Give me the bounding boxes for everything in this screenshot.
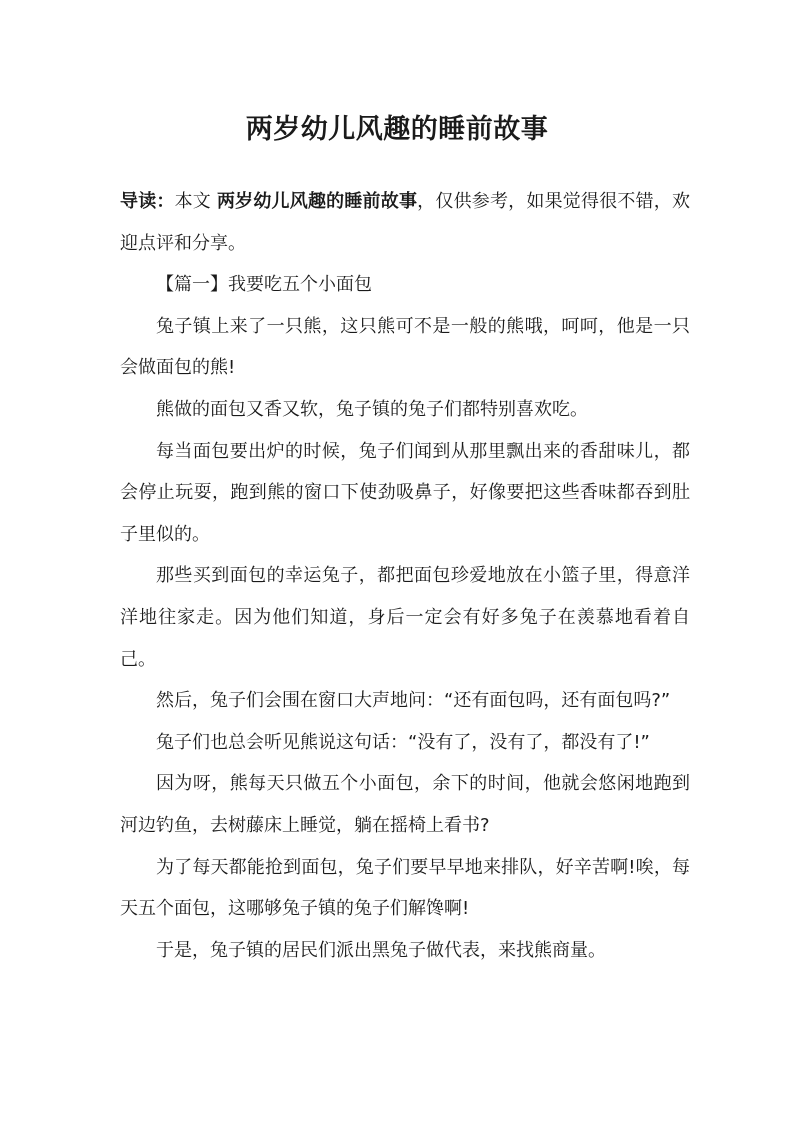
story-paragraph: 每当面包要出炉的时候，兔子们闻到从那里飘出来的香甜味儿，都会停止玩耍，跑到熊的窗口下使劲吸鼻子，好像要把这些香味都吞到肚子里似的。 bbox=[120, 440, 690, 545]
story-paragraph: 兔子镇上来了一只熊，这只熊可不是一般的熊哦，呵呵，他是一只会做面包的熊! bbox=[120, 315, 690, 379]
story-paragraph: 那些买到面包的幸运兔子，都把面包珍爱地放在小篮子里，得意洋洋地往家走。因为他们知道，身后一定会有好多兔子在羡慕地看着自己。 bbox=[120, 565, 690, 670]
intro-paragraph bbox=[120, 181, 690, 264]
story-paragraph: 为了每天都能抢到面包，兔子们要早早地来排队，好辛苦啊!唉，每天五个面包，这哪够兔子镇的兔子们解馋啊! bbox=[120, 856, 690, 920]
section-heading: 【篇一】我要吃五个小面包 bbox=[156, 274, 372, 296]
story-paragraph: 熊做的面包又香又软，兔子镇的兔子们都特别喜欢吃。 bbox=[156, 398, 588, 420]
story-paragraph: 然后，兔子们会围在窗口大声地问：“还有面包吗，还有面包吗?” bbox=[156, 690, 671, 712]
document-body bbox=[120, 181, 690, 971]
intro-prefix: 本文 bbox=[174, 191, 217, 212]
intro-suffix: ，仅供参考，如果觉得很不错，欢迎点评和分享。 bbox=[120, 191, 691, 254]
story-paragraph: 于是，兔子镇的居民们派出黑兔子做代表，来找熊商量。 bbox=[156, 939, 606, 961]
document-title: 两岁幼儿风趣的睡前故事 bbox=[245, 114, 549, 145]
story-paragraph: 因为呀，熊每天只做五个小面包，余下的时间，他就会悠闲地跑到河边钓鱼，去树藤床上睡觉，躺在摇椅上看书? bbox=[120, 773, 690, 836]
story-paragraph: 兔子们也总会听见熊说这句话：“没有了，没有了，都没有了!” bbox=[156, 731, 650, 753]
intro-title-reference: 两岁幼儿风趣的睡前故事 bbox=[216, 191, 418, 212]
intro-label: 导读： bbox=[120, 191, 175, 212]
